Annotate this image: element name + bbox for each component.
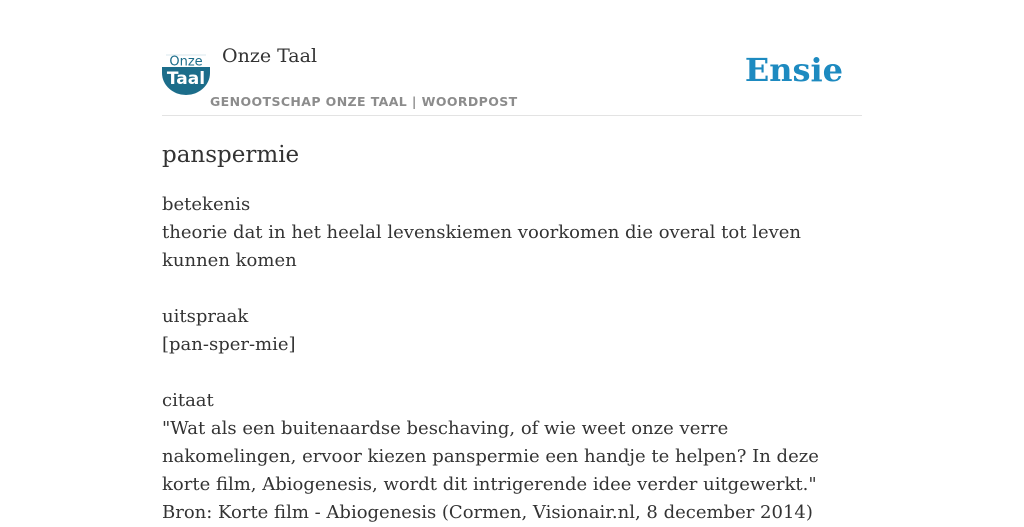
- quote-text: "Wat als een buitenaardse beschaving, of wie weet onze verre nakomelingen, ervoor kiezen panspermie een handje te helpen? In deze korte film, Abiogenesis, wordt dit intrigerende idee verder uitgewerkt.": [162, 418, 819, 495]
- article-header: [162, 44, 862, 116]
- meaning-text: theorie dat in het heelal levenskiemen voorkomen die overal tot leven kunnen komen: [162, 222, 802, 271]
- ensie-logo[interactable]: Ensie: [744, 51, 843, 89]
- entry-content: [162, 191, 862, 527]
- quote-label: citaat: [162, 390, 214, 411]
- entry-title: panspermie: [162, 142, 300, 168]
- quote-source: Bron: Korte film - Abiogenesis (Cormen, Visionair.nl, 8 december 2014): [162, 502, 813, 523]
- logo-line1: Onze: [169, 54, 203, 70]
- logo-line2: Taal: [166, 69, 206, 89]
- pronunciation-text: [pan-sper-mie]: [162, 334, 296, 355]
- onze-taal-logo[interactable]: [162, 53, 210, 95]
- author-name[interactable]: Onze Taal: [222, 45, 318, 67]
- article-page: [162, 0, 862, 527]
- author-byline: GENOOTSCHAP ONZE TAAL | WOORDPOST: [210, 94, 518, 109]
- pronunciation-label: uitspraak: [162, 306, 249, 327]
- meaning-label: betekenis: [162, 194, 251, 215]
